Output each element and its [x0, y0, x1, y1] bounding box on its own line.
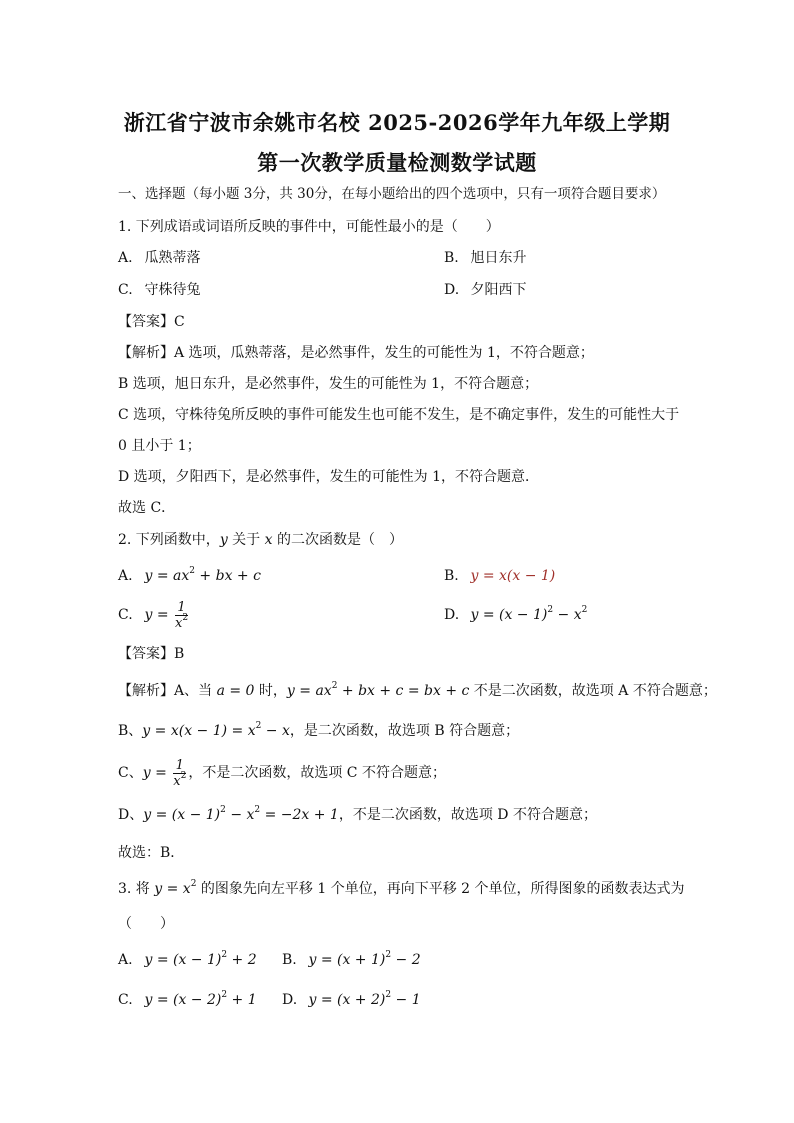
q2-option-c: C. y = $\frac{1}{x^2}$ — [118, 599, 189, 631]
q3-option-c: C. $y = (x - 2)^2 + 1$ — [118, 990, 257, 1008]
fraction: $\frac{1}{x^2}$ — [173, 757, 187, 789]
q2-analysis-b: B、$y = x(x - 1) = x^2 - x$，是二次函数，故选项 B 符合题意； — [118, 721, 520, 739]
q1-analysis-line: D 选项，夕阳西下，是必然事件，发生的可能性为 1，不符合题意． — [118, 469, 540, 485]
fraction: $\frac{1}{x^2}$ — [175, 599, 189, 631]
q3-option-d: D. $y = (x + 2)^2 - 1$ — [282, 990, 421, 1008]
q2-option-b: B. y = x(x − 1) — [444, 568, 556, 584]
q1-option-d: D. 夕阳西下 — [444, 282, 527, 298]
q1-option-a: A. 瓜熟蒂落 — [118, 250, 201, 266]
q3-stem: 3. 将 $y = x^2$ 的图象先向左平移 1 个单位，再向下平移 2 个单位，所得图象的函数表达式为 — [118, 879, 685, 897]
q2-conclusion: 故选：B． — [118, 845, 185, 861]
q1-analysis-line: C 选项，守株待兔所反映的事件可能发生也可能不发生，是不确定事件，发生的可能性大于 — [118, 407, 680, 423]
q1-analysis-line: B 选项，旭日东升，是必然事件，发生的可能性为 1，不符合题意； — [118, 376, 539, 392]
section-heading: 一、选择题（每小题 3分，共 30分，在每小题给出的四个选项中，只有一项符合题目要求） — [118, 186, 666, 202]
q2-answer: 【答案】B — [118, 646, 185, 662]
q3-option-b: B. $y = (x + 1)^2 - 2$ — [282, 950, 421, 968]
q1-conclusion: 故选 C． — [118, 500, 176, 516]
q2-option-d: D. $y = (x - 1)^2 - x^2$ — [444, 605, 588, 623]
q3-option-a: A. $y = (x - 1)^2 + 2$ — [118, 950, 257, 968]
q2-analysis-a: 【解析】A、当 a = 0 时，$y = ax^2$ + bx + c = bx + c 不是二次函数，故选项 A 不符合题意； — [118, 681, 717, 699]
q1-analysis-line: 0 且小于 1； — [118, 438, 201, 454]
q2-analysis-d: D、$y = (x - 1)^2 - x^2 = -2x + 1$，不是二次函数，故选项 D 不符合题意； — [118, 805, 597, 823]
q1-answer: 【答案】C — [118, 314, 185, 330]
q2-analysis-c: C、y = $\frac{1}{x^2}$ ，不是二次函数，故选项 C 不符合题意； — [118, 757, 446, 789]
q1-analysis-line: 【解析】A 选项，瓜熟蒂落，是必然事件，发生的可能性为 1，不符合题意； — [118, 345, 594, 361]
q1-option-c: C. 守株待兔 — [118, 282, 201, 298]
q1-stem: 1. 下列成语或词语所反映的事件中，可能性最小的是（ ） — [118, 219, 500, 235]
q2-option-a: A. $y = ax^2$ + bx + c — [118, 566, 261, 584]
q1-option-b: B. 旭日东升 — [444, 250, 527, 266]
title-line-2: 第一次教学质量检测数学试题 — [257, 150, 537, 175]
q2-stem: 2. 下列函数中，y 关于 x 的二次函数是（ ） — [118, 532, 403, 548]
title-line-1: 浙江省宁波市余姚市名校 2025-2026学年九年级上学期 — [123, 110, 671, 135]
q3-stem-paren: （ ） — [118, 916, 174, 932]
